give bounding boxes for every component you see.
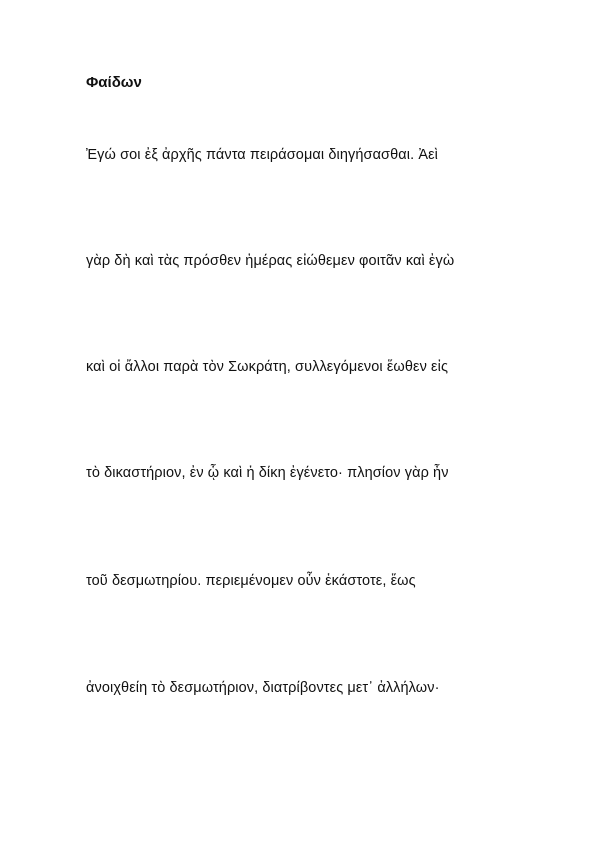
text-line-6: ἀνοιχθείη τὸ δεσμωτήριον, διατρίβοντες μετ᾽ ἀλλήλων· [86, 680, 440, 696]
document-heading: Φαίδων [86, 74, 142, 91]
text-line-4: τὸ δικαστήριον, ἐν ᾧ καὶ ἡ δίκη ἐγένετο· πλησίον γὰρ ἦν [86, 465, 449, 481]
text-line-2: γὰρ δὴ καὶ τὰς πρόσθεν ἡμέρας εἰώθεμεν φοιτᾶν καὶ ἐγὼ [86, 253, 455, 269]
text-line-1: Ἐγώ σοι ἐξ ἀρχῆς πάντα πειράσομαι διηγήσασθαι. Ἀεὶ [86, 147, 438, 163]
text-line-5: τοῦ δεσμωτηρίου. περιεμένομεν οὖν ἑκάστοτε, ἕως [86, 573, 416, 589]
text-line-3: καὶ οἱ ἄλλοι παρὰ τὸν Σωκράτη, συλλεγόμενοι ἕωθεν εἰς [86, 359, 449, 375]
